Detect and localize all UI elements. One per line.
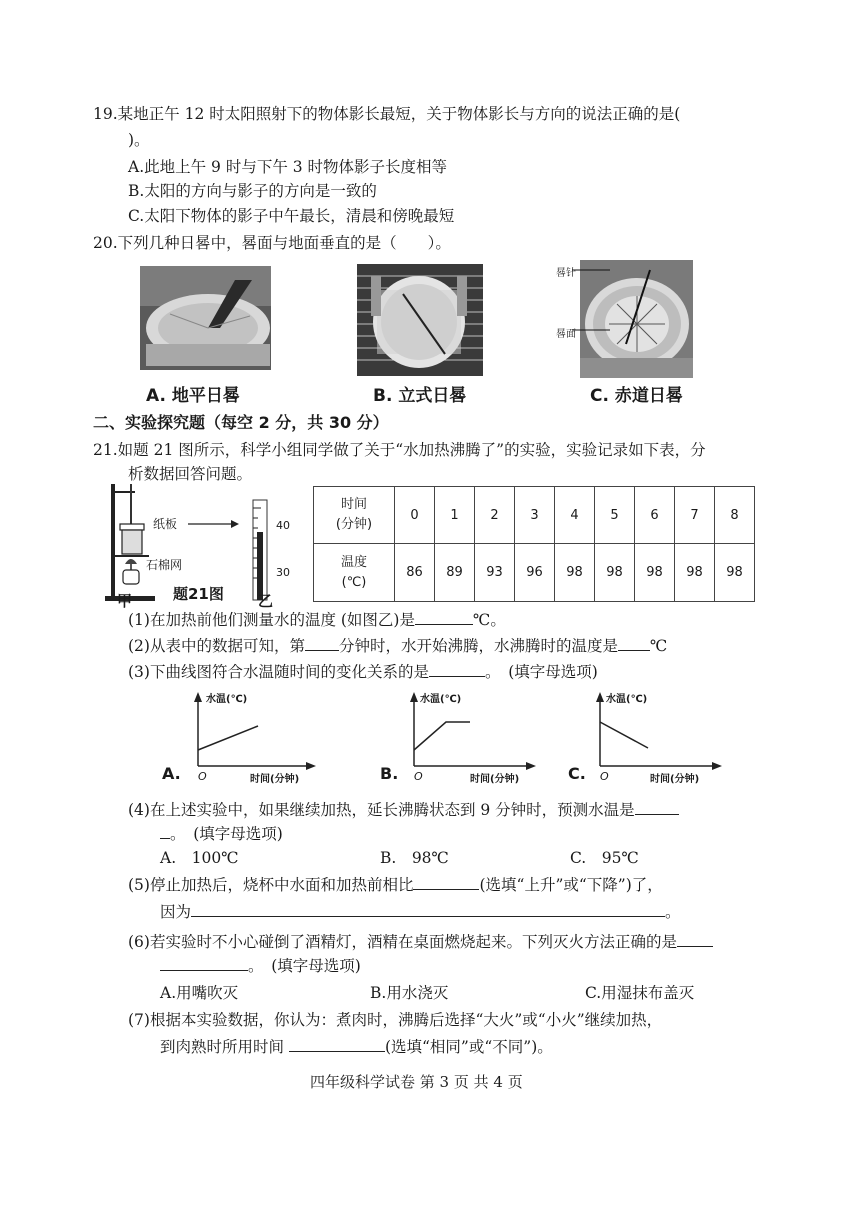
sub3-text: (3)下曲线图符合水温随时间的变化关系的是 <box>128 663 429 681</box>
temperature-cell: 86 <box>395 544 435 602</box>
label-needle: 晷针 <box>556 268 576 279</box>
time-cell: 4 <box>555 487 595 544</box>
temperature-cell: 98 <box>715 544 755 602</box>
sub5-answer-blank-direction[interactable] <box>413 875 479 890</box>
graph-c <box>566 688 731 788</box>
label-leader-lines <box>570 262 610 342</box>
q19-option-a: A.此地上午 9 时与下午 3 时物体影子长度相等 <box>128 158 448 176</box>
temperature-header <box>314 544 395 602</box>
sub2 <box>128 636 667 656</box>
sub5 <box>128 875 663 895</box>
temperature-cell: 98 <box>555 544 595 602</box>
sub5-text-d: 。 <box>665 903 681 921</box>
temperature-header-b: (℃) <box>341 574 367 590</box>
thermo-top-label: 40 <box>276 519 290 532</box>
q21-stem-line1: 21.如题 21 图所示，科学小组同学做了关于“水加热沸腾了”的实验，实验记录如下表，分 <box>93 441 706 459</box>
sub5-line2 <box>160 902 681 922</box>
sub1-text: (1)在加热前他们测量水的温度 (如图乙)是 <box>128 611 415 629</box>
section-title: 二、实验探究题（每空 2 分，共 30 分） <box>93 413 389 432</box>
graph-a-xlabel: 时间(分钟) <box>250 774 300 785</box>
sub2-answer-blank-temp[interactable] <box>618 636 650 651</box>
graph-b <box>378 688 543 788</box>
sub1-answer-blank[interactable] <box>415 610 473 625</box>
q19-stem: 19.某地正午 12 时太阳照射下的物体影长最短，关于物体影长与方向的说法正确的是( <box>93 105 681 123</box>
time-cell: 6 <box>635 487 675 544</box>
sub4-option-b: B. 98℃ <box>380 849 449 867</box>
sub3-answer-blank[interactable] <box>429 662 485 677</box>
time-cell: 5 <box>595 487 635 544</box>
sub7-line1: (7)根据本实验数据，你认为：煮肉时，沸腾后选择“大火”或“小火”继续加热， <box>128 1011 663 1029</box>
temperature-cell: 98 <box>595 544 635 602</box>
sub6-option-b: B.用水浇灭 <box>370 984 449 1002</box>
sub7-line2 <box>160 1037 553 1057</box>
sub4-line2 <box>160 824 283 844</box>
time-cell: 7 <box>675 487 715 544</box>
temperature-header-a: 温度 <box>340 554 367 570</box>
label-mesh: 石棉网 <box>146 558 183 572</box>
figure-caption: 题21图 <box>173 585 224 603</box>
q19-stem-cont: )。 <box>128 131 150 149</box>
caption-c: C. 赤道日晷 <box>590 386 683 406</box>
time-cell: 1 <box>435 487 475 544</box>
sub6-line2 <box>160 956 361 976</box>
sub6-answer-blank-cont[interactable] <box>160 956 248 971</box>
temperature-cell: 96 <box>515 544 555 602</box>
label-yi: 乙 <box>258 592 274 610</box>
sub6-option-a: A.用嘴吹灭 <box>160 984 239 1002</box>
graph-c-letter: C. <box>568 764 586 783</box>
label-face: 晷面 <box>556 329 576 340</box>
time-cell: 2 <box>475 487 515 544</box>
sub4-option-c: C. 95℃ <box>570 849 639 867</box>
temperature-cell: 98 <box>675 544 715 602</box>
graph-a-ylabel: 水温(℃) <box>206 694 248 705</box>
sub5-answer-blank-reason[interactable] <box>191 902 665 917</box>
sub6-answer-blank[interactable] <box>677 932 713 947</box>
temperature-row <box>314 544 755 602</box>
sub3 <box>128 662 598 682</box>
graph-b-xlabel: 时间(分钟) <box>470 774 520 785</box>
sub2-text-b: 分钟时，水开始沸腾，水沸腾时的温度是 <box>338 637 618 655</box>
horizontal-sundial-image <box>140 266 271 370</box>
sub1 <box>128 610 506 630</box>
sub4 <box>128 800 679 820</box>
graph-c-ylabel: 水温(℃) <box>606 694 648 705</box>
time-header-b: (分钟) <box>335 517 373 532</box>
sub4-answer-blank[interactable] <box>635 800 679 815</box>
sub2-text-a: (2)从表中的数据可知，第 <box>128 637 305 655</box>
sub7-answer-blank[interactable] <box>289 1037 385 1052</box>
q19-option-c: C.太阳下物体的影子中午最长，清晨和傍晚最短 <box>128 207 455 225</box>
time-cell: 0 <box>395 487 435 544</box>
sub4-hint: 。 (填字母选项) <box>170 825 283 843</box>
temperature-cell: 89 <box>435 544 475 602</box>
sub4-text: (4)在上述实验中，如果继续加热，延长沸腾状态到 9 分钟时，预测水温是 <box>128 801 635 819</box>
vertical-sundial-image <box>357 264 483 376</box>
sub7-text-c: (选填“相同”或“不同”)。 <box>384 1038 553 1056</box>
graph-a-letter: A. <box>162 764 181 783</box>
graph-b-origin: O <box>414 770 423 783</box>
graph-c-plot <box>566 688 731 788</box>
time-header-a: 时间 <box>340 497 367 512</box>
time-cell: 8 <box>715 487 755 544</box>
caption-a: A. 地平日晷 <box>146 386 240 406</box>
temperature-cell: 98 <box>635 544 675 602</box>
sub2-answer-blank-minute[interactable] <box>305 636 339 651</box>
graph-c-origin: O <box>600 770 609 783</box>
sub1-unit: ℃。 <box>472 611 506 629</box>
sub3-hint: 。 (填字母选项) <box>484 663 598 681</box>
sub7-text-b: 到肉熟时所用时间 <box>160 1038 285 1056</box>
q20-stem: 20.下列几种日晷中，晷面与地面垂直的是（ ）。 <box>93 234 451 252</box>
thermo-bottom-label: 30 <box>276 566 290 579</box>
sub6-option-c: C.用湿抹布盖灭 <box>585 984 695 1002</box>
graph-b-ylabel: 水温(℃) <box>420 694 462 705</box>
time-header <box>314 487 395 544</box>
data-table <box>313 486 755 602</box>
label-board: 纸板 <box>153 517 178 531</box>
q21-stem-line2: 析数据回答问题。 <box>128 465 253 483</box>
sub5-text-a: (5)停止加热后，烧杯中水面和加热前相比 <box>128 876 414 894</box>
sub4-answer-blank-cont[interactable] <box>160 824 170 839</box>
sub5-text-b: (选填“上升”或“下降”)了， <box>479 876 663 894</box>
caption-b: B. 立式日晷 <box>373 386 467 406</box>
q19-option-b: B.太阳的方向与影子的方向是一致的 <box>128 182 377 200</box>
graph-c-xlabel: 时间(分钟) <box>650 774 700 785</box>
page-footer: 四年级科学试卷 第 3 页 共 4 页 <box>310 1073 523 1091</box>
sub2-unit: ℃ <box>649 637 668 655</box>
graph-a <box>160 688 320 788</box>
sub6-hint: 。 (填字母选项) <box>248 957 361 975</box>
sub4-option-a: A. 100℃ <box>160 849 239 867</box>
graph-b-letter: B. <box>380 764 399 783</box>
sub6 <box>128 932 713 952</box>
graph-a-origin: O <box>198 770 207 783</box>
sub6-text: (6)若实验时不小心碰倒了酒精灯，酒精在桌面燃烧起来。下列灭火方法正确的是 <box>128 933 677 951</box>
sub5-text-c: 因为 <box>160 903 192 921</box>
time-cell: 3 <box>515 487 555 544</box>
label-jia: 甲 <box>117 592 133 610</box>
time-row <box>314 487 755 544</box>
temperature-cell: 93 <box>475 544 515 602</box>
